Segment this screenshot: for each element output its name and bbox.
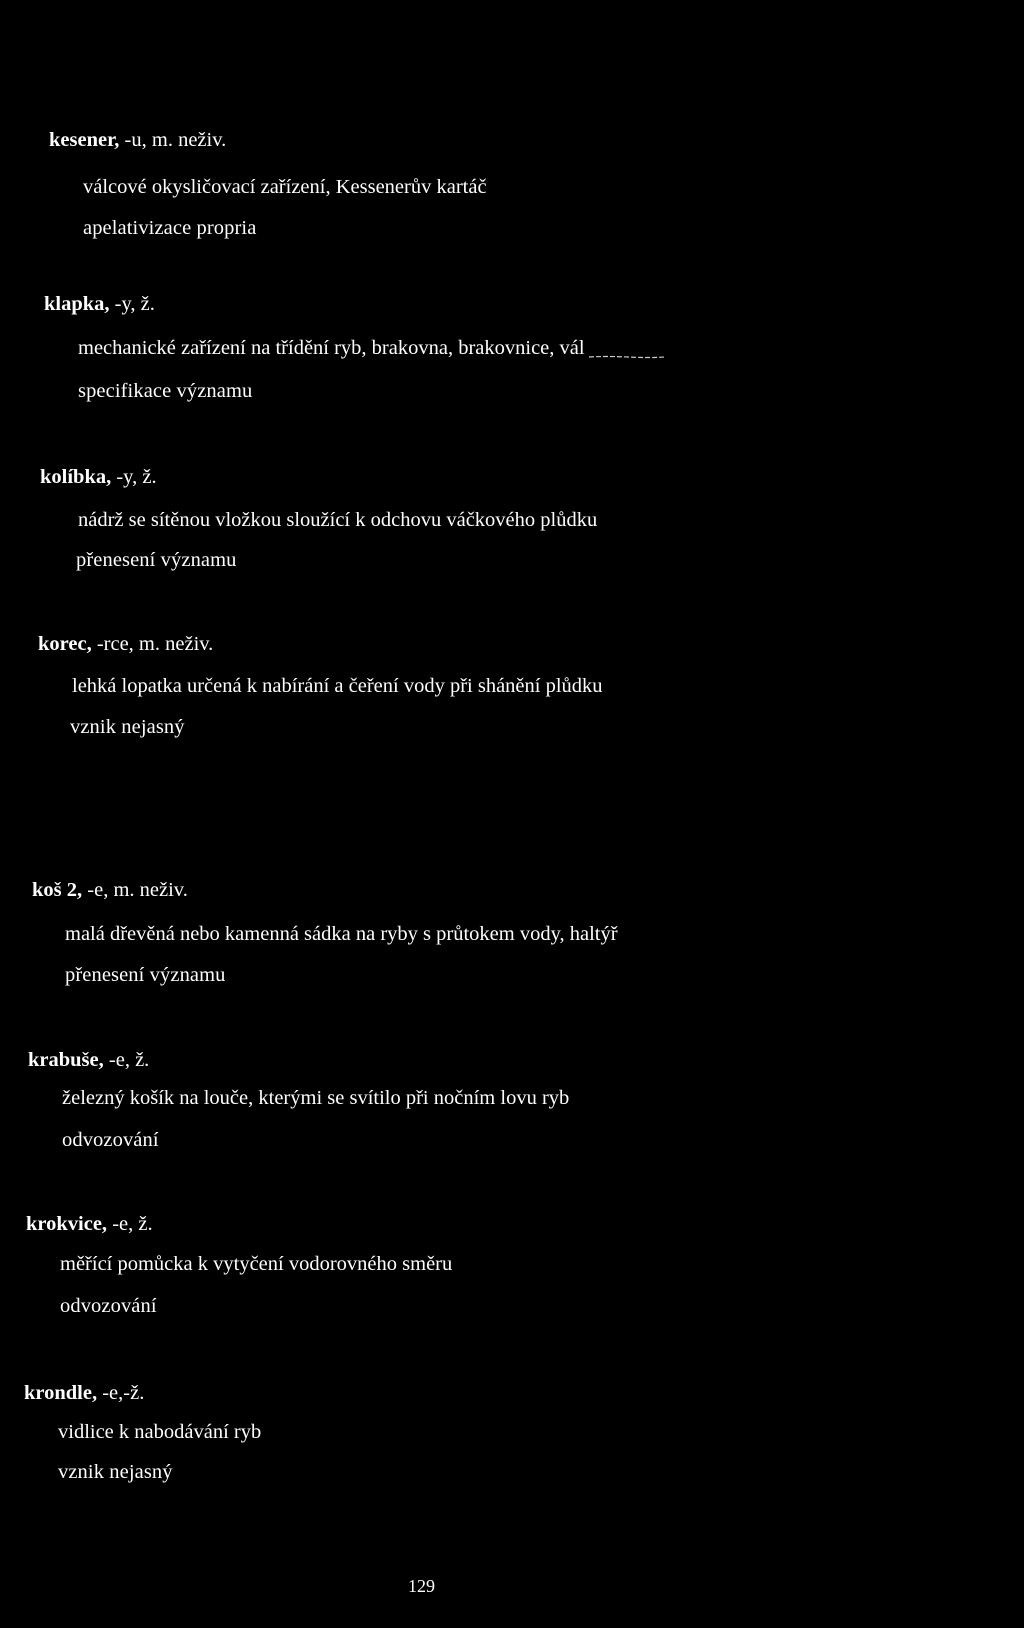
entry-heading	[38, 632, 213, 656]
entry-heading	[32, 878, 188, 902]
grammar-info: -y, ž.	[111, 466, 157, 488]
headword: koš 2,	[32, 879, 83, 901]
origin-note: specifikace významu	[78, 380, 253, 402]
entry-heading	[26, 1212, 153, 1236]
headword: klapka,	[44, 293, 110, 315]
definition: mechanické zařízení na třídění ryb, brakovna, brakovnice, vál	[78, 337, 585, 359]
entry-heading	[44, 292, 155, 316]
definition: měřící pomůcka k vytyčení vodorovného směru	[60, 1253, 453, 1275]
entry-heading	[49, 128, 226, 152]
definition: malá dřevěná nebo kamenná sádka na ryby s průtokem vody, haltýř	[65, 923, 618, 945]
origin-note: apelativizace propria	[83, 217, 257, 239]
grammar-info: -u, m. neživ.	[119, 129, 227, 151]
grammar-info: -e, ž.	[103, 1049, 150, 1071]
definition: válcové okysličovací zařízení, Kessenerův kartáč	[83, 176, 487, 198]
headword: kolíbka,	[40, 466, 112, 488]
headword: krondle,	[24, 1382, 98, 1404]
definition: vidlice k nabodávání ryb	[58, 1421, 262, 1443]
headword: korec,	[38, 633, 92, 655]
entry-heading	[40, 465, 157, 489]
origin-note: vznik nejasný	[58, 1461, 173, 1483]
origin-note: přenesení významu	[76, 549, 237, 571]
definition: lehká lopatka určená k nabírání a čeření vody při shánění plůdku	[72, 675, 603, 697]
origin-note: odvozování	[62, 1129, 159, 1151]
headword: kesener,	[49, 129, 120, 151]
entry-heading	[28, 1048, 149, 1072]
grammar-info: -e, ž.	[107, 1213, 153, 1235]
origin-note: vznik nejasný	[70, 716, 185, 738]
pencil-underline-mark	[588, 355, 666, 359]
grammar-info: -e,-ž.	[97, 1382, 145, 1404]
entry-heading	[24, 1381, 144, 1405]
grammar-info: -y, ž.	[109, 293, 155, 315]
origin-note: přenesení významu	[65, 964, 226, 986]
definition: nádrž se sítěnou vložkou sloužící k odchovu váčkového plůdku	[78, 509, 598, 531]
origin-note: odvozování	[60, 1295, 157, 1317]
headword: krokvice,	[26, 1213, 108, 1235]
page-number: 129	[408, 1576, 435, 1596]
definition: železný košík na louče, kterými se svítilo při nočním lovu ryb	[62, 1087, 570, 1109]
grammar-info: -rce, m. neživ.	[91, 633, 214, 655]
headword: krabuše,	[28, 1049, 104, 1071]
grammar-info: -e, m. neživ.	[82, 879, 188, 901]
